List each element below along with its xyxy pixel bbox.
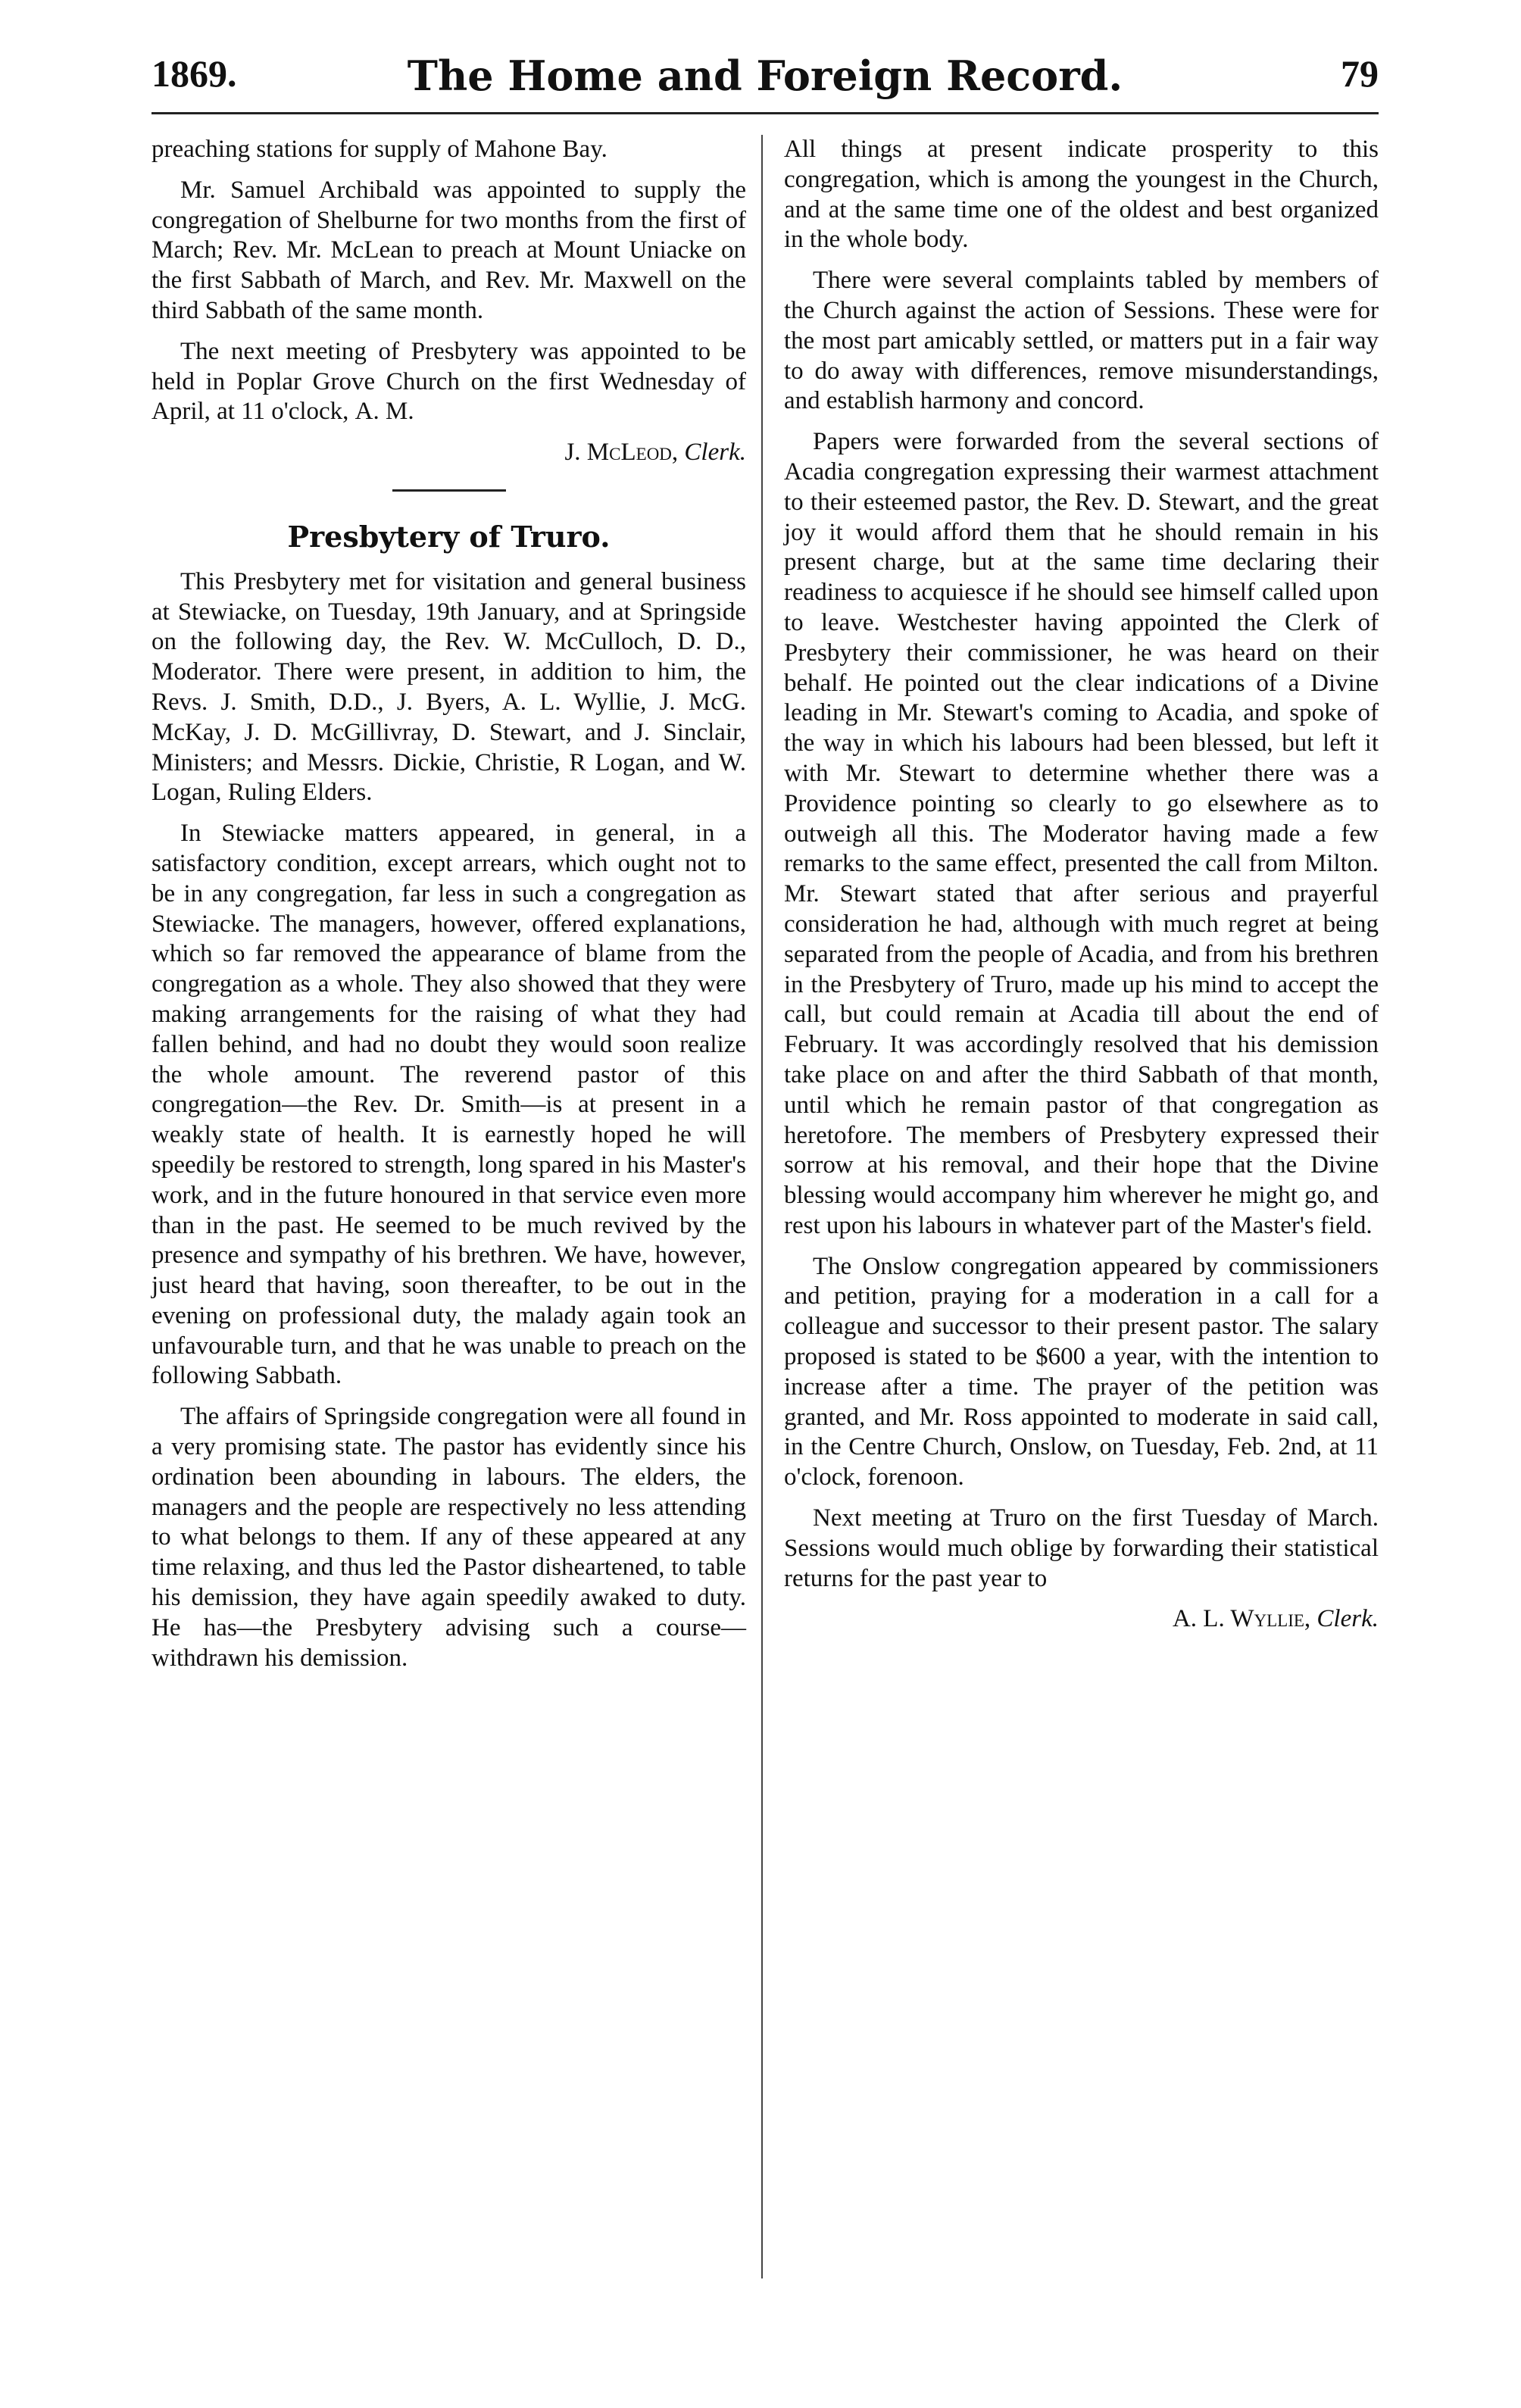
- paragraph: Papers were forwarded from the several sections of Acadia congregation expressing their warmest attachment to their esteemed pastor, the Rev. D. Stewart, and the great joy it would afford them that he should remain in his present charge, but at the same time declaring their readiness to acquiesce if he should see himself called upon to leave. Westchester having appointed the Clerk of Presbytery their commissioner, he was heard on their behalf. He pointed out the clear indications of a Divine leading in Mr. Stewart's coming to Acadia, and spoke of the way in which his labours had been blessed, but left it with Mr. Stewart to determine whether there was a Providence pointing so clearly to go elsewhere as to outweigh all this. The Moderator having made a few remarks to the same effect, presented the call from Milton. Mr. Stewart stated that after serious and prayerful consideration he had, although with much regret at being separated from the people of Acadia, and from his brethren in the Presbytery of Truro, made up his mind to accept the call, but could remain at Acadia till about the end of February. It was accordingly resolved that his demission take place on and after the third Sabbath of that month, until which he remain pastor of that congregation as heretofore. The members of Presbytery expressed their sorrow at his removal, and their hope that the Divine blessing would accompany him wherever he might go, and rest upon his labours in whatever part of the Master's field.: [784, 428, 1379, 1239]
- time-abbrev: A. M.: [354, 398, 414, 426]
- section-divider: [392, 489, 506, 492]
- signature-role: Clerk.: [1316, 1605, 1379, 1633]
- signature-name: J. McLeod,: [564, 439, 679, 467]
- clerk-signature: [784, 1604, 1379, 1635]
- section-heading: Presbytery of Truro.: [287, 519, 611, 554]
- header-year: 1869.: [151, 52, 237, 95]
- paragraph: [151, 337, 746, 427]
- left-column: [151, 135, 746, 1684]
- column-divider: [761, 135, 763, 2278]
- paragraph: The Onslow congregation appeared by commissioners and petition, praying for a moderation in a call for a colleague and successor to their present pastor. The salary proposed is stated to be $600 a year, with the intention to increase after a time. The prayer of the petition was granted, and Mr. Ross appointed to moderate in said call, in the Centre Church, Onslow, on Tuesday, Feb. 2nd, at 11 o'clock, forenoon.: [784, 1252, 1379, 1491]
- header-title: The Home and Foreign Record.: [407, 52, 1123, 100]
- running-header: [151, 52, 1379, 105]
- signature-role: Clerk.: [684, 439, 746, 467]
- clerk-signature: [151, 438, 746, 468]
- signature-name: A. L. Wyllie,: [1172, 1605, 1311, 1633]
- right-column: [784, 135, 1379, 1645]
- page-number: 79: [1341, 52, 1379, 95]
- paragraph: Next meeting at Truro on the first Tuesday of March. Sessions would much oblige by forwarding their statistical returns for the past year to: [784, 1504, 1379, 1592]
- paragraph: There were several complaints tabled by members of the Church against the action of Sessions. These were for the most part amicably settled, or matters put in a fair way to do away with differences, remove misunderstandings, and establish harmony and concord.: [784, 267, 1379, 415]
- header-rule: [151, 112, 1379, 114]
- paragraph: preaching stations for supply of Mahone Bay.: [151, 136, 607, 163]
- paragraph: The affairs of Springside congregation were all found in a very promising state. The pastor has evidently since his ordination been abounding in labours. The elders, the managers and the people are respectively no less attending to what belongs to them. If any of these appeared at any time relaxing, and thus led the Pastor disheartened, to table his demission, they have again speedily awaked to duty. He has—the Presbytery advising such a course—withdrawn his demission.: [151, 1403, 746, 1672]
- paragraph: All things at present indicate prosperity to this congregation, which is among the youngest in the Church, and at the same time one of the oldest and best organized in the whole body.: [784, 136, 1379, 254]
- paragraph: Mr. Samuel Archibald was appointed to supply the congregation of Shelburne for two months from the first of March; Rev. Mr. McLean to preach at Mount Uniacke on the first Sabbath of March, and Rev. Mr. Maxwell on the third Sabbath of the same month.: [151, 176, 746, 324]
- paragraph-text: The next meeting of Presbytery was appointed to be held in Poplar Grove Church on the first Wednesday of April, at 11 o'clock,: [151, 337, 746, 426]
- paragraph: This Presbytery met for visitation and general business at Stewiacke, on Tuesday, 19th January, and at Springside on the following day, the Rev. W. McCulloch, D. D., Moderator. There were present, in addition to him, the Revs. J. Smith, D.D., J. Byers, A. L. Wyllie, J. McG. McKay, J. D. McGillivray, D. Stewart, and J. Sinclair, Ministers; and Messrs. Dickie, Christie, R Logan, and W. Logan, Ruling Elders.: [151, 567, 746, 807]
- paragraph: In Stewiacke matters appeared, in general, in a satisfactory condition, except arrears, which ought not to be in any congregation, far less in such a congregation as Stewiacke. The managers, however, offered explanations, which so far removed the appearance of blame from the congregation as a whole. They also showed that they were making arrangements for the raising of what they had fallen behind, and had no doubt they would soon realize the whole amount. The reverend pastor of this congregation—the Rev. Dr. Smith—is at present in a weakly state of health. It is earnestly hoped he will speedily be restored to strength, long spared in his Master's work, and in the future honoured in that service even more than in the past. He seemed to be much revived by the presence and sympathy of his brethren. We have, however, just heard that having, soon thereafter, to be out in the evening on professional duty, the malady again took an unfavourable turn, and that he was unable to preach on the following Sabbath.: [151, 820, 746, 1390]
